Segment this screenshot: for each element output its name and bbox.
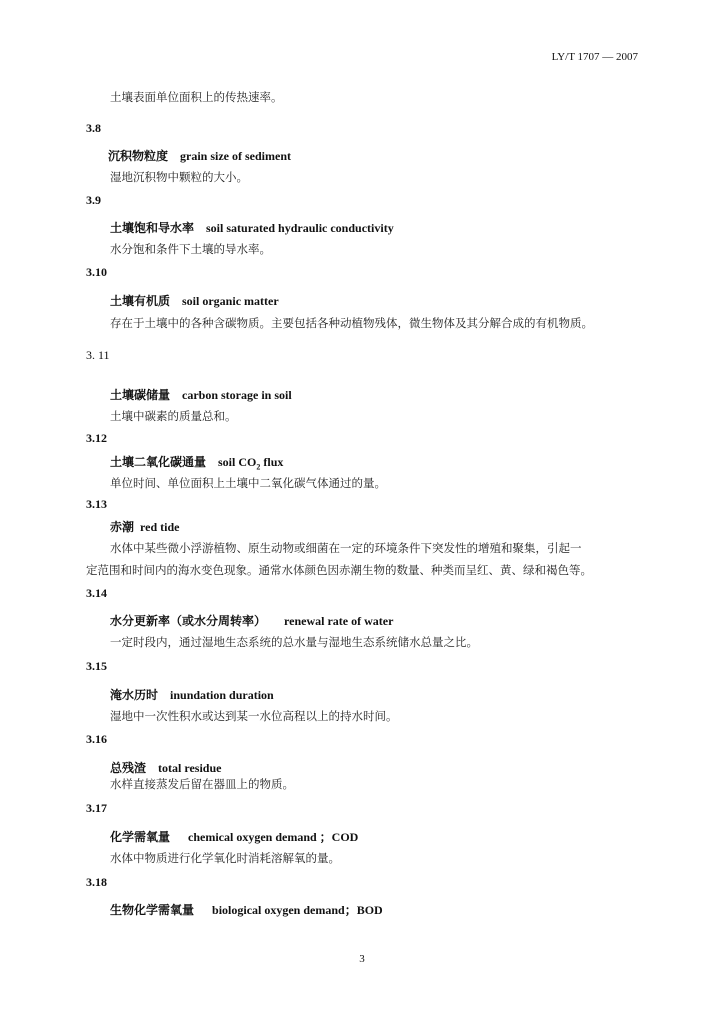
term-heading (110, 386, 292, 403)
term-definition: 存在于土壤中的各种含碳物质。主要包括各种动植物残体，微生物体及其分解合成的有机物质。 (110, 316, 593, 330)
term-heading (108, 147, 291, 164)
clause-number: 3.16 (86, 732, 107, 746)
term-heading (110, 453, 283, 471)
term-english-part: flux (260, 455, 284, 469)
clause-number: 3.10 (86, 265, 107, 279)
term-english: soil saturated hydraulic conductivity (206, 221, 394, 235)
term-chinese: 土壤有机质 (110, 294, 171, 308)
term-chinese: 化学需氧量 (110, 830, 171, 844)
term-definition: 水体中物质进行化学氧化时消耗溶解氧的量。 (110, 851, 340, 865)
term-english-part: soil CO (218, 455, 257, 469)
term-english-subscript: 2 (256, 462, 261, 472)
term-definition-continued: 定范围和时间内的海水变色现象。通常水体颜色因赤潮生物的数量、种类而呈红、黄、绿和褐色等。 (86, 563, 592, 577)
term-chinese: 土壤碳储量 (110, 388, 171, 402)
clause-number: 3.15 (86, 659, 107, 673)
term-english (218, 455, 284, 472)
term-definition: 水分饱和条件下土壤的导水率。 (110, 242, 271, 256)
term-chinese: 土壤饱和导水率 (110, 221, 195, 235)
term-english: inundation duration (170, 688, 274, 702)
term-english: total residue (158, 761, 222, 775)
term-definition: 水样直接蒸发后留在器皿上的物质。 (110, 777, 294, 791)
term-definition: 水体中某些微小浮游植物、原生动物或细菌在一定的环境条件下突发性的增殖和聚集，引起一 (110, 541, 582, 555)
term-heading (110, 828, 358, 845)
term-definition: 湿地中一次性积水或达到某一水位高程以上的持水时间。 (110, 709, 398, 723)
term-english: red tide (140, 520, 180, 534)
clause-number: 3.17 (86, 801, 107, 815)
document-code-header: LY/T 1707 — 2007 (551, 51, 638, 63)
clause-number: 3.12 (86, 431, 107, 445)
term-english: biological oxygen demand；BOD (212, 903, 383, 917)
term-definition: 土壤中碳素的质量总和。 (110, 409, 237, 423)
continuation-definition: 土壤表面单位面积上的传热速率。 (110, 90, 283, 104)
page-number: 3 (359, 953, 365, 965)
clause-number: 3.14 (86, 586, 107, 600)
clause-number: 3.13 (86, 497, 107, 511)
term-heading (110, 292, 279, 309)
term-heading (110, 612, 393, 629)
clause-number: 3.9 (86, 193, 101, 207)
clause-number: 3. 11 (86, 348, 110, 362)
term-heading (110, 686, 274, 703)
term-chinese: 沉积物粒度 (108, 149, 169, 163)
term-heading (110, 219, 394, 236)
term-english: carbon storage in soil (182, 388, 292, 402)
term-chinese: 生物化学需氧量 (110, 903, 195, 917)
term-chinese: 淹水历时 (110, 688, 159, 702)
clause-number: 3.8 (86, 121, 101, 135)
term-english: renewal rate of water (284, 614, 394, 628)
term-heading (110, 901, 383, 918)
term-english: chemical oxygen demand ；COD (188, 830, 359, 844)
term-definition: 湿地沉积物中颗粒的大小。 (110, 170, 248, 184)
term-definition: 一定时段内，通过湿地生态系统的总水量与湿地生态系统储水总量之比。 (110, 635, 478, 649)
term-chinese: 总残渣 (110, 761, 147, 775)
term-english: grain size of sediment (180, 149, 291, 163)
term-heading (110, 518, 179, 535)
term-chinese: 水分更新率（或水分周转率） (110, 614, 267, 628)
term-definition: 单位时间、单位面积上土壤中二氧化碳气体通过的量。 (110, 476, 386, 490)
term-chinese: 土壤二氧化碳通量 (110, 455, 207, 469)
term-english: soil organic matter (182, 294, 279, 308)
term-heading (110, 759, 221, 776)
term-chinese: 赤潮 (110, 520, 135, 534)
clause-number: 3.18 (86, 875, 107, 889)
